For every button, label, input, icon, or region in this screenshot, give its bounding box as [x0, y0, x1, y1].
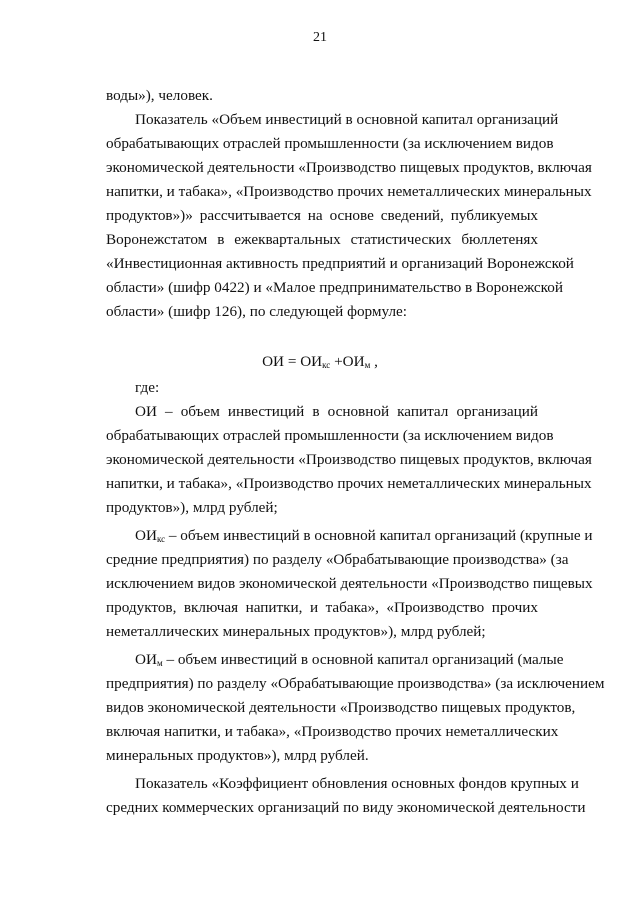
page-number: 21: [313, 30, 327, 45]
symbol-oim: $ОИ_м$: [135, 651, 163, 668]
text-line: обрабатывающих отраслей промышленности (за исключением видов: [106, 427, 554, 444]
text-line: исключением видов экономической деятельности «Производство пищевых: [106, 575, 593, 592]
text-line: где:: [135, 379, 160, 396]
text-line: предприятия) по разделу «Обрабатывающие производства» (за исключением: [106, 675, 605, 692]
text-line: неметаллических минеральных продуктов»), млрд рублей;: [106, 623, 486, 640]
text-line: Воронежстатом в ежеквартальных статистических бюллетенях: [106, 231, 538, 248]
text-line: Показатель «Коэффициент обновления основных фондов крупных и: [135, 775, 579, 792]
text-line: минеральных продуктов»), млрд рублей.: [106, 747, 369, 764]
text-line: $ОИ_{кс}$ – объем инвестиций в основной капитал организаций (крупные и: [135, 527, 593, 544]
text-line: «Инвестиционная активность предприятий и организаций Воронежской: [106, 255, 574, 272]
formula-subscript: кс: [322, 360, 331, 370]
text-line: напитки, и табака», «Производство прочих неметаллических минеральных: [106, 475, 592, 492]
text-line: области» (шифр 126), по следующей формуле:: [106, 303, 407, 320]
text-line: $ОИ_м$ – объем инвестиций в основной капитал организаций (малые: [135, 651, 564, 668]
text-line: воды»), человек.: [106, 87, 213, 104]
formula-part: +ОИ: [330, 353, 365, 370]
text-line: Показатель «Объем инвестиций в основной капитал организаций: [135, 111, 559, 128]
text-line: продуктов»)» рассчитывается на основе сведений, публикуемых: [106, 207, 538, 224]
symbol-oiks: $ОИ_{кс}$: [135, 527, 166, 544]
text-line: обрабатывающих отраслей промышленности (за исключением видов: [106, 135, 554, 152]
formula-part: ,: [370, 353, 378, 370]
text-line: ОИ – объем инвестиций в основной капитал организаций: [135, 403, 538, 420]
text-line: области» (шифр 0422) и «Малое предпринимательство в Воронежской: [106, 279, 563, 296]
text-line: напитки, и табака», «Производство прочих неметаллических минеральных: [106, 183, 592, 200]
text-line: видов экономической деятельности «Производство пищевых продуктов,: [106, 699, 576, 716]
text-line: включая напитки, и табака», «Производство прочих неметаллических: [106, 723, 559, 740]
text-line: средних коммерческих организаций по виду экономической деятельности: [106, 799, 586, 816]
text-line: экономической деятельности «Производство пищевых продуктов, включая: [106, 159, 592, 176]
text-line: экономической деятельности «Производство пищевых продуктов, включая: [106, 451, 592, 468]
text-line: продуктов»), млрд рублей;: [106, 499, 278, 516]
text-line: средние предприятия) по разделу «Обрабатывающие производства» (за: [106, 551, 569, 568]
formula-part: ОИ = ОИ: [262, 353, 323, 370]
formula: [0, 352, 640, 372]
formula-subscript: м: [364, 360, 371, 370]
text-line: продуктов, включая напитки, и табака», «Производство прочих: [106, 599, 538, 616]
